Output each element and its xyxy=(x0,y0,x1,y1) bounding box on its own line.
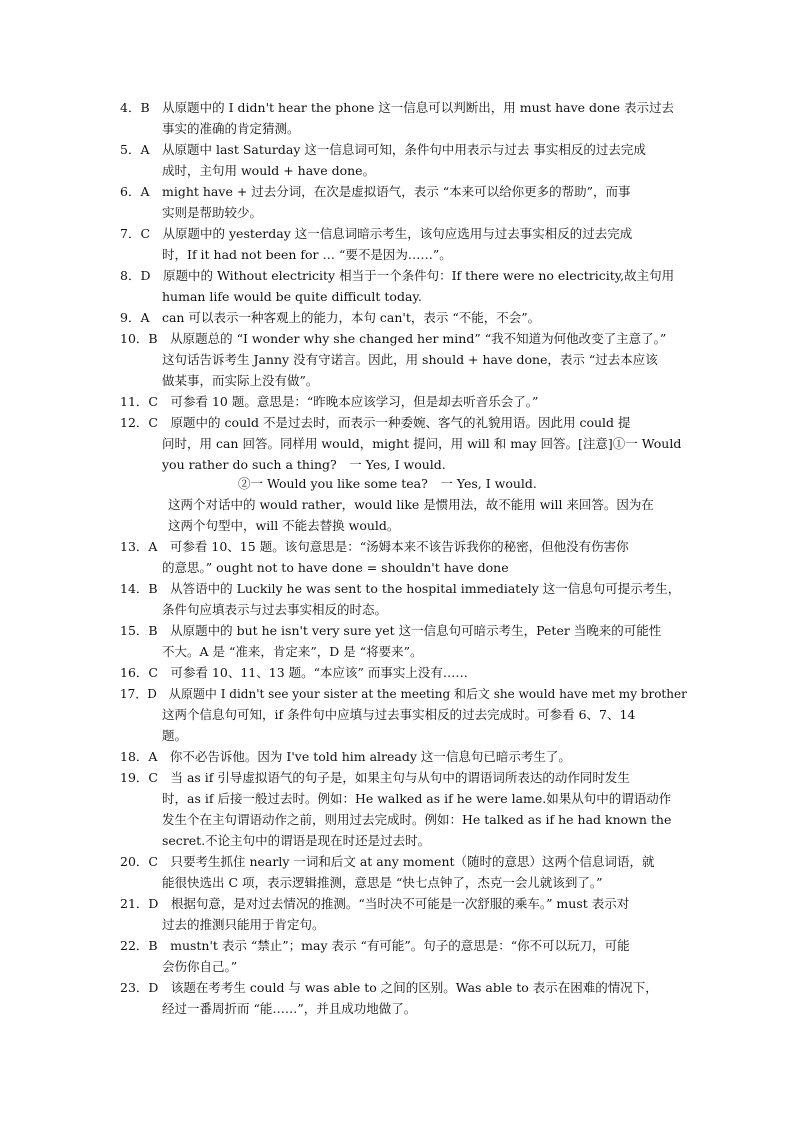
answer-11-line-1: 11．C 可参看 10 题。意思是：“昨晚本应该学习，但是却去听音乐会了。” xyxy=(120,394,539,409)
answer-19-line-3: 发生个在主句谓语动作之前，则用过去完成时。例如：He talked as if he had known the xyxy=(162,812,672,827)
answer-12-line-2: 问时，用 can 回答。同样用 would，might 提问，用 will 和 may 回答。[注意]①一 Would xyxy=(162,436,682,451)
answer-22-line-1: 22．B mustn't 表示 “禁止”；may 表示 “有可能”。句子的意思是：“你不可以玩刀，可能 xyxy=(120,938,630,953)
answer-4-line-1: 4．B 从原题中的 I didn't hear the phone 这一信息可以判断出，用 must have done 表示过去 xyxy=(120,100,674,115)
answer-21-line-2: 过去的推测只能用于肯定句。 xyxy=(162,917,325,932)
answer-20-line-1: 20．C 只要考生抓住 nearly 一词和后文 at any moment（随时的意思）这两个信息词语，就 xyxy=(120,854,655,869)
answer-13-line-2: 的意思。” ought not to have done = shouldn't have done xyxy=(162,560,509,575)
answer-6-line-1: 6．A might have + 过去分词，在次是虚拟语气，表示 “本来可以给你更多的帮助”，而事 xyxy=(120,184,631,199)
answer-7-line-2: 时，If it had not been for … “要不是因为……”。 xyxy=(162,247,452,262)
answer-7-line-1: 7．C 从原题中的 yesterday 这一信息词暗示考生，该句应选用与过去事实相反的过去完成 xyxy=(120,226,633,241)
answer-17-line-3: 题。 xyxy=(162,728,188,743)
answer-23-line-1: 23．D 该题在考考生 could 与 was able to 之间的区别。Was able to 表示在困难的情况下， xyxy=(120,980,658,995)
answer-12-line-1: 12．C 原题中的 could 不是过去时，而表示一种委婉、客气的礼貌用语。因此用 could 提 xyxy=(120,415,631,430)
answer-15-line-2: 不大。A 是 “准来，肯定来”，D 是 “将要来”。 xyxy=(162,644,423,659)
answer-17-line-2: 这两个信息句可知，if 条件句中应填与过去事实相反的过去完成时。可参看 6、7、14 xyxy=(162,707,636,722)
answer-8-line-2: human life would be quite difficult today. xyxy=(162,289,422,304)
answer-19-line-4: secret.不论主句中的谓语是现在时还是过去时。 xyxy=(162,833,431,848)
answer-8-line-1: 8．D 原题中的 Without electricity 相当于一个条件句：If there were no electricity,故主句用 xyxy=(120,268,675,283)
answer-23-line-2: 经过一番周折而 “能……”，并且成功地做了。 xyxy=(162,1001,417,1016)
answer-17-line-1: 17．D 从原题中 I didn't see your sister at the meeting 和后文 she would have met my brother xyxy=(120,687,687,701)
answer-12-line-3: you rather do such a thing? 一 Yes, I would. xyxy=(162,457,446,472)
answer-5-line-1: 5．A 从原题中 last Saturday 这一信息词可知，条件句中用表示与过去 事实相反的过去完成 xyxy=(120,142,646,157)
answer-14-line-2: 条件句应填表示与过去事实相反的时态。 xyxy=(162,602,388,617)
answer-12-line-5: 这两个对话中的 would rather，would like 是惯用法，故不能用 will 来回答。因为在 xyxy=(168,497,654,512)
answer-10-line-2: 这句话告诉考生 Janny 没有守诺言。因此，用 should + have done，表示 “过去本应该 xyxy=(162,352,658,367)
answer-10-line-1: 10．B 从原题总的 “I wonder why she changed her mind” “我不知道为何他改变了主意了。” xyxy=(120,331,667,346)
answer-10-line-3: 做某事，而实际上没有做”。 xyxy=(162,373,319,388)
answer-12-line-4: ②一 Would you like some tea? 一 Yes, I would. xyxy=(238,476,537,491)
answer-5-line-2: 成时，主句用 would + have done。 xyxy=(162,163,376,178)
answer-13-line-1: 13．A 可参看 10、15 题。该句意思是：“汤姆本来不该告诉我你的秘密，但他没有伤害你 xyxy=(120,539,629,554)
answer-16-line-1: 16．C 可参看 10、11、13 题。“本应该” 而事实上没有…… xyxy=(120,665,468,680)
answer-4-line-2: 事实的准确的肯定猜测。 xyxy=(162,121,300,136)
answer-21-line-1: 21．D 根据句意，是对过去情况的推测。“当时决不可能是一次舒服的乘车。” must 表示对 xyxy=(120,896,630,911)
answer-19-line-1: 19．C 当 as if 引导虚拟语气的句子是，如果主句与从句中的谓语词所表达的动作同时发生 xyxy=(120,770,630,785)
answer-15-line-1: 15．B 从原题中的 but he isn't very sure yet 这一信息句可暗示考生，Peter 当晚来的可能性 xyxy=(120,623,662,638)
answer-14-line-1: 14．B 从答语中的 Luckily he was sent to the hospital immediately 这一信息句可提示考生， xyxy=(120,581,681,596)
answer-9-line-1: 9．A can 可以表示一种客观上的能力，本句 can't，表示 “不能，不会”。 xyxy=(120,310,541,325)
answer-6-line-2: 实则是帮助较少。 xyxy=(162,205,263,220)
answer-19-line-2: 时，as if 后接一般过去时。例如：He walked as if he were lame.如果从句中的谓语动作 xyxy=(162,791,672,806)
answer-18-line-1: 18．A 你不必告诉他。因为 I've told him already 这一信息句已暗示考生了。 xyxy=(120,749,571,764)
answer-22-line-2: 会伤你自己。” xyxy=(162,959,238,974)
answer-12-line-6: 这两个句型中，will 不能去替换 would。 xyxy=(168,518,400,533)
answer-20-line-2: 能很快选出 C 项，表示逻辑推测，意思是 “快七点钟了，杰克一会儿就该到了。” xyxy=(162,875,603,890)
